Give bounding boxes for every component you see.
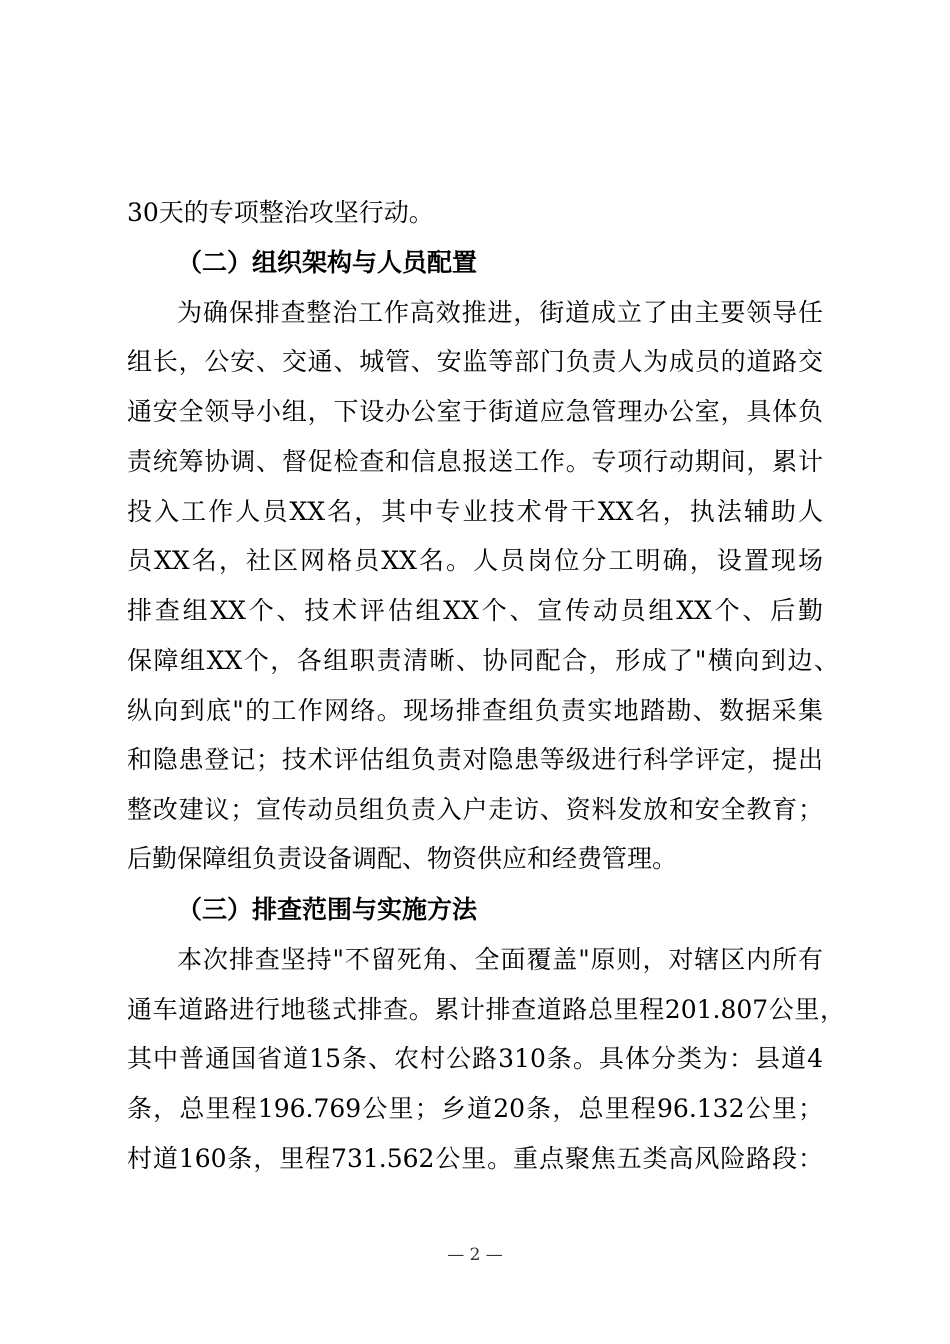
paragraph-line: 责统筹协调、督促检查和信息报送工作。专项行动期间，累计 [127,447,823,476]
section-heading-2: （二）组织架构与人员配置 [177,248,478,277]
paragraph-line: 后勤保障组负责设备调配、物资供应和经费管理。 [127,844,678,873]
paragraph-line: 村道160条，里程731.562公里。重点聚焦五类高风险路段： [127,1144,823,1173]
paragraph-line: 整改建议；宣传动员组负责入户走访、资料发放和安全教育； [127,795,823,824]
paragraph-line: 纵向到底"的工作网络。现场排查组负责实地踏勘、数据采集 [127,696,823,725]
section-heading-3: （三）排查范围与实施方法 [177,895,478,924]
paragraph-line: 组长，公安、交通、城管、安监等部门负责人为成员的道路交 [127,347,823,376]
paragraph-line: 条，总里程196.769公里；乡道20条，总里程96.132公里； [127,1094,823,1123]
paragraph-line: 30天的专项整治攻坚行动。 [127,198,434,227]
paragraph-line: 为确保排查整治工作高效推进，街道成立了由主要领导任 [177,298,823,327]
paragraph-line: 投入工作人员XX名，其中专业技术骨干XX名，执法辅助人 [127,497,823,526]
paragraph-line: 通车道路进行地毯式排查。累计排查道路总里程201.807公里， [127,995,845,1024]
paragraph-line: 排查组XX个、技术评估组XX个、宣传动员组XX个、后勤 [127,596,823,625]
page-number: — 2 — [447,1245,503,1265]
paragraph-line: 其中普通国省道15条、农村公路310条。具体分类为：县道4 [127,1044,823,1073]
paragraph-line: 保障组XX个，各组职责清晰、协同配合，形成了"横向到边、 [127,646,839,675]
paragraph-line: 和隐患登记；技术评估组负责对隐患等级进行科学评定，提出 [127,745,823,774]
paragraph-line: 员XX名，社区网格员XX名。人员岗位分工明确，设置现场 [127,546,823,575]
paragraph-line: 本次排查坚持"不留死角、全面覆盖"原则，对辖区内所有 [177,945,823,974]
paragraph-line: 通安全领导小组，下设办公室于街道应急管理办公室，具体负 [127,397,823,426]
